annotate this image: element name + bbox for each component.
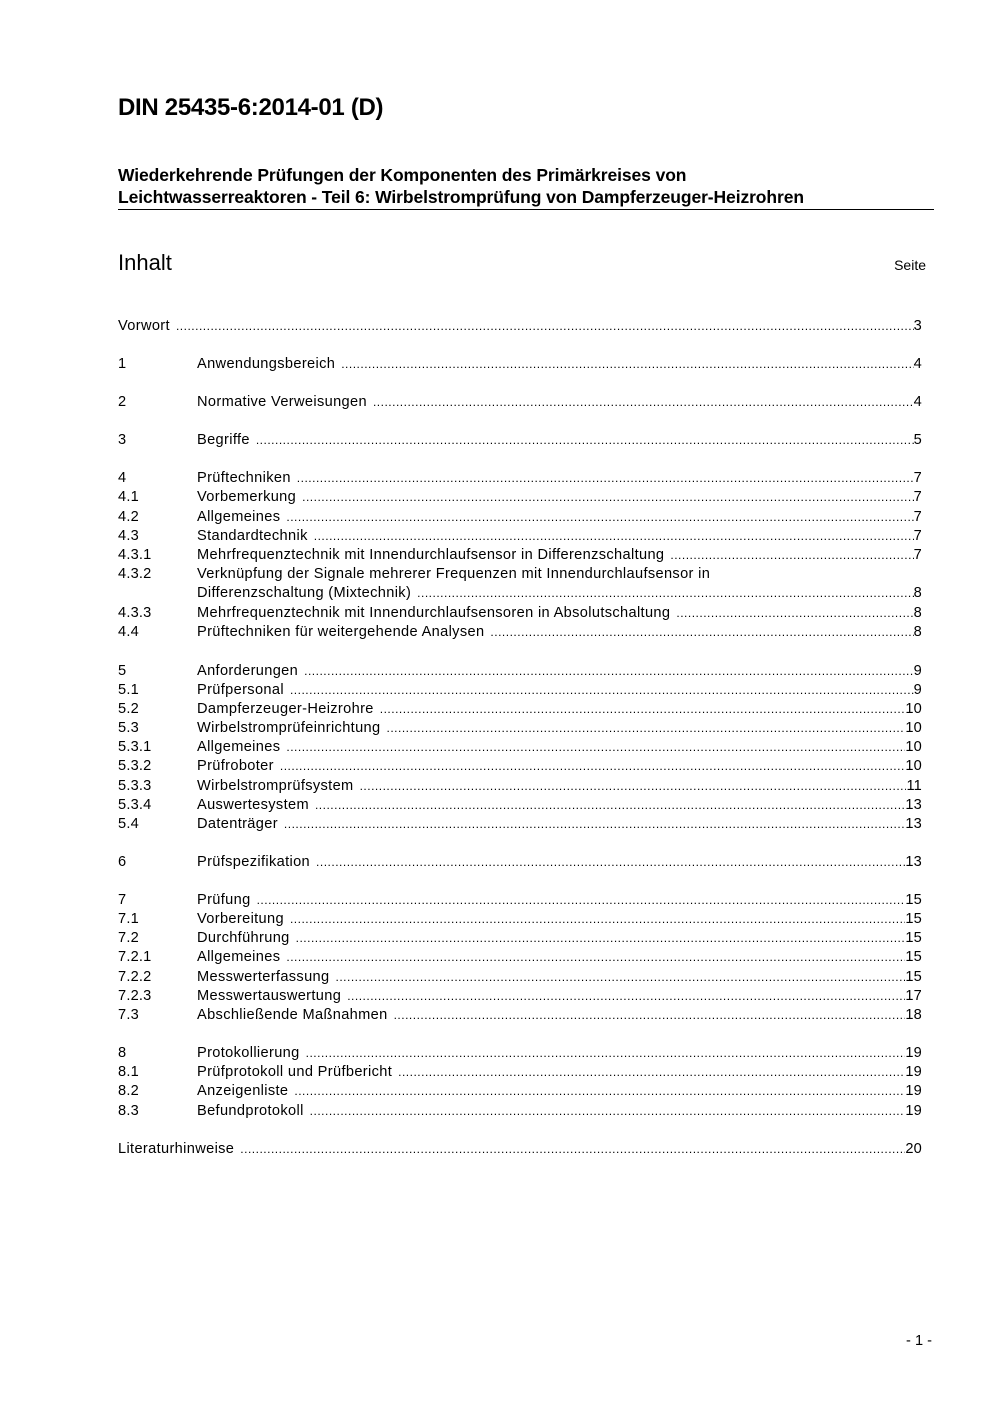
toc-entry-title: Normative Verweisungen xyxy=(197,394,367,410)
toc-entry-title: Begriffe xyxy=(197,432,250,448)
document-title-line-1: Wiederkehrende Prüfungen der Komponenten des Primärkreises von xyxy=(118,165,687,185)
toc-entry[interactable] xyxy=(118,719,922,738)
toc-dot-leader xyxy=(297,469,914,488)
toc-entry-page: 13 xyxy=(905,797,922,813)
toc-entry-page: 7 xyxy=(913,489,922,505)
toc-dot-leader xyxy=(315,796,905,815)
toc-dot-leader xyxy=(670,546,913,565)
document-title-line-2: Leichtwasserreaktoren - Teil 6: Wirbelstromprüfung von Dampferzeuger-Heizrohren xyxy=(118,187,804,207)
toc-entry-page: 19 xyxy=(905,1064,922,1080)
toc-entry-page: 15 xyxy=(905,892,922,908)
toc-entry-number: 8 xyxy=(118,1045,127,1061)
toc-entry[interactable] xyxy=(118,968,922,987)
document-title xyxy=(118,164,934,210)
toc-entry-title: Standardtechnik xyxy=(197,528,308,544)
toc-entry[interactable] xyxy=(118,910,922,929)
toc-entry[interactable] xyxy=(118,1006,922,1025)
toc-entry-number: 4.3.1 xyxy=(118,547,152,563)
page-number: - 1 - xyxy=(906,1333,932,1349)
toc-entry[interactable] xyxy=(118,431,922,450)
toc-entry-number: 7.2.1 xyxy=(118,949,152,965)
toc-dot-leader xyxy=(176,317,914,336)
toc-entry[interactable] xyxy=(118,604,922,623)
toc-entry-title: Prüfprotokoll und Prüfbericht xyxy=(197,1064,393,1080)
toc-dot-leader xyxy=(398,1063,905,1082)
toc-dot-leader xyxy=(286,738,905,757)
toc-entry-number: 5.3.4 xyxy=(118,797,152,813)
toc-entry-number: 5 xyxy=(118,663,127,679)
toc-dot-leader xyxy=(314,527,914,546)
toc-dot-leader xyxy=(286,948,905,967)
toc-dot-leader xyxy=(490,623,913,642)
toc-entry-number: 7.2.2 xyxy=(118,969,152,985)
toc-entry-page: 3 xyxy=(913,318,922,334)
toc-entry-continuation[interactable] xyxy=(118,584,922,603)
toc-entry[interactable] xyxy=(118,508,922,527)
toc-entry-number: 5.3 xyxy=(118,720,139,736)
toc-entry[interactable] xyxy=(118,565,922,584)
toc-entry-number: 4.1 xyxy=(118,489,139,505)
toc-entry[interactable] xyxy=(118,662,922,681)
toc-entry[interactable] xyxy=(118,393,922,412)
toc-entry-page: 10 xyxy=(905,701,922,717)
toc-entry[interactable] xyxy=(118,700,922,719)
toc-dot-leader xyxy=(347,987,905,1006)
toc-dot-leader xyxy=(306,1044,906,1063)
toc-entry-title: Prüfung xyxy=(197,892,251,908)
toc-entry-title: Prüfroboter xyxy=(197,758,274,774)
toc-entry-number: 5.1 xyxy=(118,682,139,698)
toc-entry-page: 8 xyxy=(913,624,922,640)
toc-dot-leader xyxy=(676,604,913,623)
toc-entry[interactable] xyxy=(118,469,922,488)
toc-entry-title: Datenträger xyxy=(197,816,278,832)
toc-entry-title: Mehrfrequenztechnik mit Innendurchlaufsensoren in Absolutschaltung xyxy=(197,605,671,621)
toc-entry-title: Prüfspezifikation xyxy=(197,854,311,870)
toc-entry-number: 5.3.1 xyxy=(118,739,152,755)
toc-entry-number: 7.1 xyxy=(118,911,139,927)
toc-dot-leader xyxy=(240,1140,905,1159)
toc-entry-number: 7 xyxy=(118,892,127,908)
toc-entry-number: 7.2 xyxy=(118,930,139,946)
toc-entry[interactable] xyxy=(118,1082,922,1101)
toc-entry-number: 5.3.2 xyxy=(118,758,152,774)
toc-dot-leader xyxy=(284,815,905,834)
toc-entry-number: 4.3 xyxy=(118,528,139,544)
toc-entry[interactable] xyxy=(118,815,922,834)
toc-entry-page: 4 xyxy=(913,356,922,372)
toc-entry-title: Prüftechniken für weitergehende Analysen xyxy=(197,624,485,640)
toc-entry-title-continuation: Differenzschaltung (Mixtechnik) xyxy=(197,585,412,601)
toc-entry[interactable] xyxy=(118,681,922,700)
toc-entry-title: Prüfpersonal xyxy=(197,682,284,698)
toc-entry-title: Allgemeines xyxy=(197,509,281,525)
toc-entry-number: 4.2 xyxy=(118,509,139,525)
toc-entry-title: Wirbelstromprüfeinrichtung xyxy=(197,720,381,736)
toc-entry-number: 6 xyxy=(118,854,127,870)
toc-entry-page: 15 xyxy=(905,930,922,946)
toc-dot-leader xyxy=(373,393,914,412)
toc-entry-page: 7 xyxy=(913,509,922,525)
toc-entry[interactable] xyxy=(118,488,922,507)
toc-entry-title: Anforderungen xyxy=(197,663,299,679)
toc-entry-title: Vorbemerkung xyxy=(197,489,297,505)
toc-entry-number: 8.2 xyxy=(118,1083,139,1099)
toc-dot-leader xyxy=(296,929,906,948)
toc-entry-title: Abschließende Maßnahmen xyxy=(197,1007,388,1023)
toc-entry-title: Vorwort xyxy=(118,318,170,334)
toc-dot-leader xyxy=(386,719,905,738)
toc-entry-title: Mehrfrequenztechnik mit Innendurchlaufsensor in Differenzschaltung xyxy=(197,547,665,563)
toc-entry[interactable] xyxy=(118,948,922,967)
toc-entry[interactable] xyxy=(118,355,922,374)
toc-entry-page: 9 xyxy=(913,663,922,679)
toc-entry-page: 17 xyxy=(905,988,922,1004)
toc-entry-page: 10 xyxy=(905,720,922,736)
toc-entry-page: 19 xyxy=(905,1083,922,1099)
toc-dot-leader xyxy=(360,777,907,796)
toc-dot-leader xyxy=(286,508,913,527)
toc-entry[interactable] xyxy=(118,853,922,872)
toc-dot-leader xyxy=(341,355,913,374)
toc-dot-leader xyxy=(290,910,905,929)
toc-entry-title: Literaturhinweise xyxy=(118,1141,235,1157)
toc-entry-title: Vorbereitung xyxy=(197,911,284,927)
toc-entry-page: 8 xyxy=(913,605,922,621)
toc-entry[interactable] xyxy=(118,527,922,546)
toc-entry-number: 4 xyxy=(118,470,127,486)
toc-entry-title: Protokollierung xyxy=(197,1045,300,1061)
toc-heading: Inhalt xyxy=(118,250,172,275)
toc-entry-page: 13 xyxy=(905,816,922,832)
toc-entry-page: 19 xyxy=(905,1045,922,1061)
toc-entry[interactable] xyxy=(118,929,922,948)
page-column-label: Seite xyxy=(894,257,926,273)
toc-dot-leader xyxy=(302,488,914,507)
document-id: DIN 25435-6:2014-01 (D) xyxy=(118,94,384,121)
toc-entry-page: 19 xyxy=(905,1103,922,1119)
toc-entry[interactable] xyxy=(118,623,922,642)
toc-dot-leader xyxy=(380,700,906,719)
toc-entry-page: 8 xyxy=(913,585,922,601)
toc-entry-number: 7.2.3 xyxy=(118,988,152,1004)
toc-entry-number: 4.3.3 xyxy=(118,605,152,621)
toc-entry-page: 4 xyxy=(913,394,922,410)
toc-entry-page: 5 xyxy=(913,432,922,448)
toc-entry[interactable] xyxy=(118,757,922,776)
toc-entry-title: Messwerterfassung xyxy=(197,969,330,985)
toc-entry-title: Allgemeines xyxy=(197,949,281,965)
toc-entry-page: 13 xyxy=(905,854,922,870)
toc-entry-title: Durchführung xyxy=(197,930,290,946)
toc-entry-page: 7 xyxy=(913,547,922,563)
toc-entry-title: Allgemeines xyxy=(197,739,281,755)
toc-entry[interactable] xyxy=(118,777,922,796)
toc-entry-title: Verknüpfung der Signale mehrerer Frequenzen mit Innendurchlaufsensor in xyxy=(197,566,711,582)
toc-entry[interactable] xyxy=(118,1063,922,1082)
toc-entry-page: 7 xyxy=(913,528,922,544)
toc-entry-number: 3 xyxy=(118,432,127,448)
toc-dot-leader xyxy=(304,662,914,681)
toc-dot-leader xyxy=(417,584,914,603)
toc-entry-page: 11 xyxy=(906,778,922,794)
toc-entry[interactable] xyxy=(118,738,922,757)
toc-entry-title: Befundprotokoll xyxy=(197,1103,304,1119)
toc-entry-page: 18 xyxy=(905,1007,922,1023)
toc-entry-number: 5.2 xyxy=(118,701,139,717)
toc-entry-number: 4.3.2 xyxy=(118,566,152,582)
toc-entry-page: 20 xyxy=(905,1141,922,1157)
toc-entry-number: 5.3.3 xyxy=(118,778,152,794)
toc-entry-number: 2 xyxy=(118,394,127,410)
toc-entry-number: 4.4 xyxy=(118,624,139,640)
toc-dot-leader xyxy=(256,431,914,450)
toc-entry-title: Prüftechniken xyxy=(197,470,291,486)
toc-entry-title: Auswertesystem xyxy=(197,797,309,813)
toc-entry-title: Wirbelstromprüfsystem xyxy=(197,778,354,794)
toc-dot-leader xyxy=(310,1102,906,1121)
toc-entry-number: 7.3 xyxy=(118,1007,139,1023)
toc-entry-page: 15 xyxy=(905,969,922,985)
toc-entry[interactable] xyxy=(118,891,922,910)
toc-entry-page: 7 xyxy=(913,470,922,486)
toc-entry-page: 10 xyxy=(905,758,922,774)
toc-entry-title: Anzeigenliste xyxy=(197,1083,289,1099)
toc-entry-page: 10 xyxy=(905,739,922,755)
toc-entry[interactable] xyxy=(118,1140,922,1159)
toc-entry-title: Dampferzeuger-Heizrohre xyxy=(197,701,374,717)
toc-entry[interactable] xyxy=(118,1102,922,1121)
toc-entry-page: 15 xyxy=(905,911,922,927)
toc-entry[interactable] xyxy=(118,1044,922,1063)
toc-dot-leader xyxy=(316,853,905,872)
toc-dot-leader xyxy=(335,968,905,987)
toc-entry-number: 5.4 xyxy=(118,816,139,832)
toc-entry[interactable] xyxy=(118,546,922,565)
toc-entry-number: 1 xyxy=(118,356,127,372)
toc-entry-title: Anwendungsbereich xyxy=(197,356,336,372)
toc-entry[interactable] xyxy=(118,796,922,815)
toc-dot-leader xyxy=(394,1006,906,1025)
toc-dot-leader xyxy=(257,891,906,910)
toc-dot-leader xyxy=(294,1082,905,1101)
toc-entry-number: 8.3 xyxy=(118,1103,139,1119)
toc-entry[interactable] xyxy=(118,317,922,336)
toc-entry-number: 8.1 xyxy=(118,1064,139,1080)
toc-entry-page: 9 xyxy=(913,682,922,698)
toc-dot-leader xyxy=(290,681,914,700)
toc-entry-title: Messwertauswertung xyxy=(197,988,342,1004)
toc-entry-page: 15 xyxy=(905,949,922,965)
toc-dot-leader xyxy=(280,757,906,776)
toc-entry[interactable] xyxy=(118,987,922,1006)
